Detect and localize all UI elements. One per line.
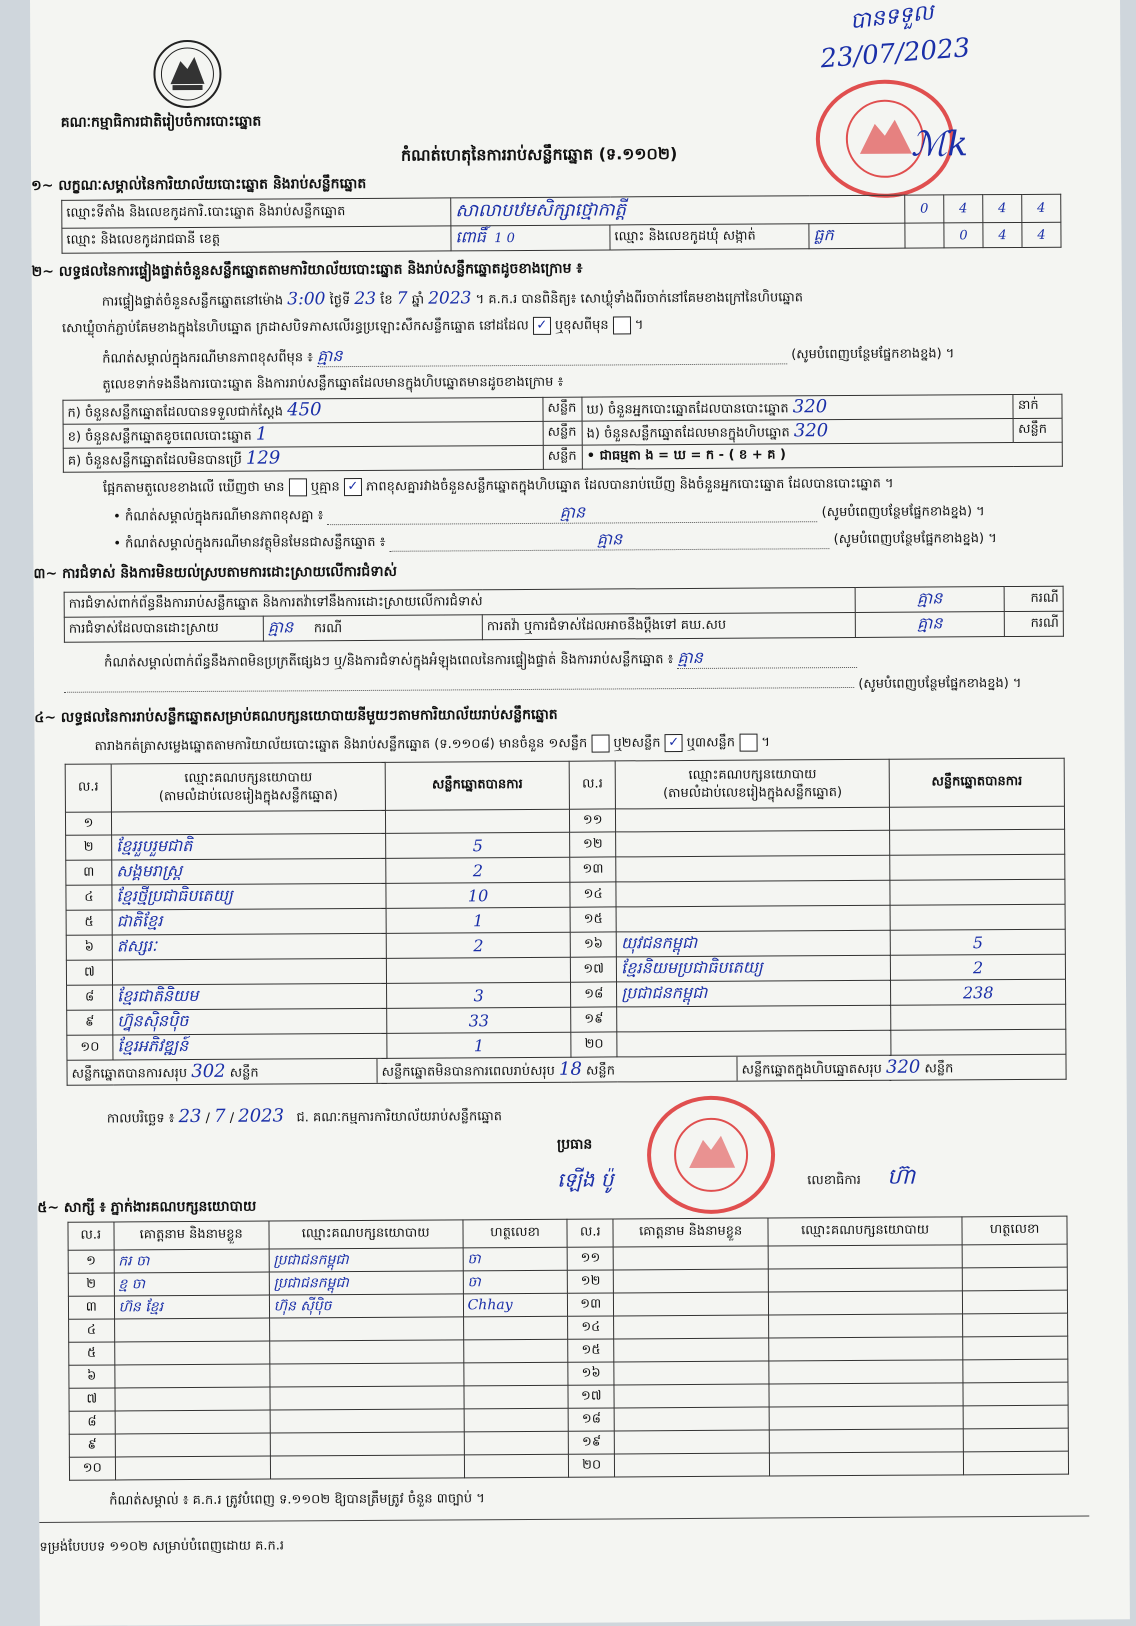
section2-heading: ២~ លទ្ធផលនៃការផ្ទៀងផ្ទាត់ចំនួនសន្លឹកឆ្នោតតាមការិយាល័យបោះឆ្នោត និងរាប់សន្លឹកឆ្នោតដូចខាងក្រោម ៖ [31,260,583,280]
party-name: ខ្មែរថ្មីប្រជាធិបតេយ្យ [116,885,233,906]
party-name: សង្គមរាស្ត្រ [116,861,183,881]
row-number: ១៧ [583,961,604,977]
objection-table: ការជំទាស់ពាក់ព័ន្ធនឹងការរាប់សន្លឹកឆ្នោត និងការតវ៉ាទៅនឹងការដោះស្រាយលើការជំទាស់ គ្មាន ករណី ការជំទាស់ដែលបានដោះស្រាយ គ្មាន ករណី ការតវ៉ា ឬការជំទាស់ដែលអាចនឹងប្តឹងទៅ គឃ.សប គ្មាន ករណី [64,586,1064,643]
commune-code-digit: 0 [959,227,968,243]
figures-row: គ) ចំនួនសន្លឹកឆ្នោតដែលមិនបានប្រើ 129 សន្លឹក • ជាធម្មតា ង = ឃ = ក - ( ខ + គ ) [63,442,1062,472]
section1-heading: ១~ លក្ខណៈសម្គាល់នៃការិយាល័យបោះឆ្នោត និងរាប់សន្លឹកឆ្នោត [31,175,367,194]
row-number: ១៩ [584,1011,604,1027]
resolved-count: គ្មាន [267,617,294,637]
figure-value: 320 [793,420,829,442]
party-name: ហ្វ៊ុនស៊ិនប៉ិច [117,1011,189,1031]
org-name: គណៈកម្មាធិការជាតិរៀបចំការបោះឆ្នោត [60,113,262,131]
row-number: ៧ [84,964,95,980]
party-name: យុវជនកម្ពុជា [620,932,698,953]
row-number: ១៤ [581,1319,601,1335]
province-label: ឈ្មោះ និងលេខកូដរាជធានី ខេត្ត [62,226,451,253]
change-note-value: គ្មាន [317,346,343,366]
vote-count: 2 [472,860,484,880]
ballot-figures-table [62,394,1062,473]
witness-signature: ចា [467,1273,481,1290]
tally-sheet-count-line: តារាងកត់ត្រាសម្លេងឆ្នោតតាមការិយាល័យបោះឆ្នោត និងរាប់សន្លឹកឆ្នោត (ទ.១១០៨) មានចំនួន ១សន្លឹក ឬ២សន្លឹក ✓ ឬ៣សន្លឹក ។ [94,734,770,755]
vote-count: 5 [472,835,483,855]
vote-count: 33 [468,1010,490,1030]
row-number: ១២ [582,836,603,852]
row-number: ១៥ [583,911,603,927]
station-code-digit: 4 [1037,200,1046,216]
one-sheet-checkbox[interactable] [591,734,609,752]
row-number: ១ [83,815,94,831]
same-checkbox[interactable]: ✓ [533,317,551,335]
objection-count: គ្មាន [916,588,943,608]
row-number: ២០ [582,1457,602,1473]
row-number: ១៤ [583,886,603,902]
count-month: 7 [396,288,408,309]
station-info-table [61,194,1061,254]
province-code: 1 [494,231,503,247]
party-name: ខ្មែរអភិវឌ្ឍន៍ [117,1036,189,1056]
row-number: ៧ [86,1391,98,1407]
total-invalid-value: 18 [558,1058,582,1080]
vote-count: 1 [473,910,484,930]
form-sheet [30,0,1130,1626]
footer-divider [39,1516,1089,1523]
secretary-label: លេខាធិការ [807,1172,861,1189]
irregularity-note: កំណត់សម្គាល់ពាក់ព័ន្ធនឹងភាពមិនប្រក្រតីផ្សេងៗ ឬ/និងការជំទាស់ក្នុងអំឡុងពេលនៃការផ្ទៀងផ្ទាត់ និងការរាប់សន្លឹកឆ្នោត ៖ គ្មាន [104,649,858,673]
total-box-cell: សន្លឹកឆ្នោតក្នុងហិបឆ្នោតសរុប 320 សន្លឹក [741,1056,954,1078]
station-code-digit: 4 [998,201,1007,217]
total-valid-value: 302 [191,1060,226,1083]
party-name: ជាតិខ្មែរ [116,911,163,931]
difference-note: • កំណត់សម្គាល់ក្នុងករណីមានភាពខុសគ្នា ៖ គ្មាន (សូមបំពេញបន្ថែមផ្នែកខាងខ្នង) ។ [113,502,985,525]
three-sheet-checkbox[interactable] [739,734,757,752]
emblem-logo [150,39,224,109]
section3-heading: ៣~ ការជំទាស់ និងការមិនយល់ស្របតាមការដោះស្រាយលើការជំទាស់ [33,563,397,582]
count-line-1: ការផ្ទៀងផ្ទាត់ចំនួនសន្លឹកឆ្នោតនៅម៉ោង 3:00 ថ្ងៃទី 23 ខែ 7 ឆ្នាំ 2023 ។ គ.ក.រ បានពិនិត្យ៖ សោឃ្លុំទាំងពីរចាក់នៅគែមខាងក្រៅនៃហិបឆ្នោត [101,288,804,310]
difference-note-value: គ្មាន [559,502,586,522]
signing-month: 7 [214,1105,226,1127]
row-number: ១២ [580,1273,601,1289]
row-number: ១៦ [581,1365,601,1381]
witness-row [69,1451,1068,1480]
has-difference-checkbox[interactable] [289,478,307,496]
station-name: សាលាបឋមសិក្សាថ្មោកាត្តី [455,199,627,222]
different-checkbox[interactable] [613,316,631,334]
commune-code-digit: 4 [1037,227,1046,243]
vote-count: 238 [962,982,994,1002]
station-code-digit: 4 [959,201,968,217]
two-sheet-checkbox[interactable]: ✓ [665,734,683,752]
figure-value: 320 [792,396,828,418]
row-number: ៥ [86,1345,97,1361]
row-number: ១ [86,1253,96,1269]
row-number: ១៥ [581,1342,601,1358]
stamp-signature: ℳk [910,124,968,165]
witness-table: ល.រ គោត្តនាម និងនាមខ្លួន ឈ្មោះគណបក្សនយោបាយ ហត្ថលេខា ល.រ គោត្តនាម និងនាមខ្លួន ឈ្មោះគណបក្សនយោបាយ ហត្ថលេខា ១ ករ ចា ប្រជាជនកម្ពុជា ចា ១១ ២ ខ្ម ចា ប្រជាជនកម្ពុជា ចា ១២ ៣ ហ៊ន ខ្មែរ ហ៊ុន ស៊ីប៉ិច Chhay ១៣ ៤ ១៤ ៥ ១៥ ៦ ១៦ ៧ ១៧ ៨ ១៨ ៩ ១៩ ១០ ២០ [67,1216,1069,1481]
section5-heading: ៥~ សាក្សី ៖ ភ្នាក់ងារគណបក្សនយោបាយ [37,1198,257,1216]
party-name: ខ្មែរជាតិនិយម [117,985,199,1006]
difference-line: ផ្អែកតាមតួលេខខាងលើ ឃើញថា មាន ឬគ្មាន ✓ ភាពខុសគ្នារវាងចំនួនសន្លឹកឆ្នោតក្នុងហិបឆ្នោត ដែលបានរាប់ឃើញ និងចំនួនអ្នកបោះឆ្នោត ដែលបានបោះឆ្នោត ។ [102,476,894,497]
party-name: ប្រជាជនកម្ពុជា [621,982,708,1003]
row-number: ៥ [84,914,94,930]
witness-party: ប្រជាជនកម្ពុជា [273,1251,349,1269]
foreign-object-value: គ្មាន [596,529,623,549]
figure-value: 1 [255,423,268,445]
row-number: ២០ [584,1036,604,1052]
row-number: ១០ [82,1460,102,1476]
vote-count: 2 [972,957,984,977]
row-number: ១១ [580,1250,601,1266]
form-footer: ទម្រង់បែបបទ ១១០២ សម្រាប់បំពេញដោយ គ.ក.រ [39,1538,285,1555]
row-number: ១០ [80,1039,100,1055]
witness-name: ករ ចា [118,1252,150,1269]
row-number: ៣ [85,1299,97,1315]
total-invalid-cell: សន្លឹកឆ្នោតមិនបានការពេលរាប់សរុប 18 សន្លឹក [377,1057,737,1083]
witness-signature: ចា [467,1250,481,1267]
secretary-signature: ហ៊ា [887,1164,916,1190]
row-number: ១៨ [581,1411,601,1427]
vote-count: 1 [473,1035,485,1055]
party-name: ខ្មែរនិយមប្រជាធិបតេយ្យ [621,957,763,978]
signing-date-line: កាលបរិច្ឆេទ ៖ 23 / 7 / 2023 ជ. គណៈកម្មការការិយាល័យរាប់សន្លឹកឆ្នោត [106,1105,503,1128]
witness-name: ហ៊ន ខ្មែរ [118,1298,164,1315]
witness-party: ប្រជាជនកម្ពុជា [273,1274,349,1292]
row-number: ៩ [85,1014,95,1030]
row-number: ២ [83,839,94,855]
signing-day: 23 [178,1105,202,1128]
party-name: ឥស្សរៈ [116,936,157,956]
row-number: ៨ [87,1414,97,1430]
row-number: ៨ [84,989,95,1005]
section4-heading: ៤~ លទ្ធផលនៃការរាប់សន្លឹកឆ្នោតសម្រាប់គណបក្សនយោបាយនីមួយៗតាមការិយាល័យរាប់សន្លឹកឆ្នោត [34,706,558,726]
president-signature: ឡើង ប៉ូ [557,1167,614,1192]
row-number: ៤ [84,889,94,905]
row-number: ១១ [582,812,603,828]
count-line-2: សោឃ្លុំចាក់ភ្ជាប់គែមខាងក្នុងនៃហិបឆ្នោត ក្រដាសបិទភាសលើរន្ធប្រឡោះសឹកសន្លឹកឆ្នោត នៅដដែល ✓ ឬខុសពីមុន ។ [61,317,644,337]
row-number: ១៣ [580,1296,602,1312]
witness-party: ហ៊ុន ស៊ីប៉ិច [273,1297,332,1315]
signing-year: 2023 [238,1105,285,1127]
change-note-line: កំណត់សម្គាល់ក្នុងករណីមានភាពខុសពីមុន ៖ គ្មាន (សូមបំពេញបន្ថែមផ្នែកខាងខ្នង) ។ [102,346,955,367]
row-number: ៣ [83,864,95,880]
figure-value: 450 [287,399,322,421]
count-day: 23 [354,288,377,310]
row-number: ៦ [87,1368,97,1384]
irregularity-value: គ្មាន [677,647,703,668]
received-date: 23/07/2023 [819,33,972,75]
witness-name: ខ្ម ចា [118,1275,146,1292]
irregularity-hint-line: (សូមបំពេញបន្ថែមផ្នែកខាងខ្នង) ។ [64,676,1021,698]
vote-count: 2 [473,935,484,955]
row-number: ១៧ [580,1388,602,1404]
commune-code-digit: 4 [998,227,1007,243]
count-year: 2023 [428,288,472,309]
received-note: បានទទួល [848,0,935,35]
party-name: ខ្មែររួបរួមជាតិ [116,836,193,856]
form-title: កំណត់ហេតុនៃការរាប់សន្លឹកឆ្នោត (ទ.១១០២) [400,144,678,165]
president-label: ប្រធាន [556,1136,593,1153]
province-name: ពោធិ៍ [455,227,486,247]
row-number: ៦ [84,939,94,955]
total-valid-cell: សន្លឹកឆ្នោតបានការសរុប 302 សន្លឹក [67,1059,377,1085]
commune-label: ឈ្មោះ និងលេខកូដឃុំ សង្កាត់ [610,224,809,250]
party-results-table: ល.រ ឈ្មោះគណបក្សនយោបាយ (តាមលំដាប់លេខរៀងក្នុងសន្លឹកឆ្នោត) សន្លឹកឆ្នោតបានការ ល.រ ឈ្មោះគណបក្សនយោបាយ (តាមលំដាប់លេខរៀងក្នុងសន្លឹកឆ្នោត) សន្លឹកឆ្នោតបានការ ១ ១១ ២ ខ្មែររួបរួមជាតិ 5 ១២ ៣ សង្គមរាស្ត្រ 2 ១៣ ៤ ខ្មែរថ្មីប្រជាធិបតេយ្យ 10 ១៤ ៥ ជាតិខ្មែរ 1 ១៥ ៦ ឥស្សរៈ 2 ១៦ យុវជនកម្ពុជា 5 ៧ ១៧ ខ្មែរនិយមប្រជាធិបតេយ្យ 2 ៨ ខ្មែរជាតិនិយម 3 ១៨ ប្រជាជនកម្ពុជា 238 ៩ ហ្វ៊ុនស៊ិនប៉ិច 33 ១៩ ១០ ខ្មែរអភិវឌ្ឍន៍ 1 ២០ សន្លឹកឆ្នោតបានការសរុប 302 សន្លឹក សន្លឹកឆ្នោតមិនបានការពេលរាប់សរុប 18 សន្លឹក សន្លឹកឆ្នោតក្នុងហិបឆ្នោតសរុប 320 សន្លឹក [65,758,1067,1086]
row-number: ១៩ [581,1434,602,1450]
witness-signature: Chhay [467,1297,513,1314]
no-difference-checkbox[interactable]: ✓ [344,478,362,496]
total-box-value: 320 [885,1056,921,1078]
foreign-object-note: • កំណត់សម្គាល់ក្នុងករណីមានវត្ថុមិនមែនជាសន្លឹកឆ្នោត ៖ គ្មាន (សូមបំពេញបន្ថែមផ្នែកខាងខ្នង) ។ [113,529,997,552]
station-label: ឈ្មោះទីតាំង និងលេខកូដការិ.បោះឆ្នោត និងរាប់សន្លឹកឆ្នោត [62,198,451,228]
row-number: ៩ [87,1437,97,1453]
row-number: ២ [86,1276,97,1292]
row-number: ៤ [86,1322,97,1338]
figures-row: ខ) ចំនួនសន្លឹកឆ្នោតខូចពេលបោះឆ្នោត 1 សន្លឹក ង) ចំនួនសន្លឹកឆ្នោតដែលមានក្នុងហិបឆ្នោត 320 សន្លឹក [63,418,1062,448]
vote-count: 10 [467,885,489,905]
committee-seal-stamp [647,1095,776,1214]
appeal-count: គ្មាន [917,613,943,633]
footnote: កំណត់សម្គាល់ ៖ គ.ក.រ ត្រូវបំពេញ ទ.១១០២ ឱ្យបានត្រឹមត្រូវ ចំនួន ៣ច្បាប់ ។ [109,1491,485,1509]
province-code: 0 [506,231,515,247]
figures-intro: តួលេខទាក់ទងនឹងការបោះឆ្នោត និងការរាប់សន្លឹកឆ្នោតដែលមានក្នុងហិបឆ្នោតមានដូចខាងក្រោម ៖ [102,374,564,393]
station-code-digit: 0 [920,201,929,217]
row-number: ១៨ [584,986,604,1002]
vote-count: 5 [972,932,984,952]
figure-value: 129 [245,447,281,469]
row-number: ១៣ [582,861,604,877]
commune-name: ធ្លក [813,225,834,245]
count-time: 3:00 [287,289,326,310]
figures-row: ក) ចំនួនសន្លឹកឆ្នោតដែលបានទទួលជាក់ស្តែង 450 សន្លឹក ឃ) ចំនួនអ្នកបោះឆ្នោតដែលបានបោះឆ្នោត 320 នាក់ [63,394,1062,424]
vote-count: 3 [473,985,484,1005]
row-number: ១៦ [583,936,604,952]
